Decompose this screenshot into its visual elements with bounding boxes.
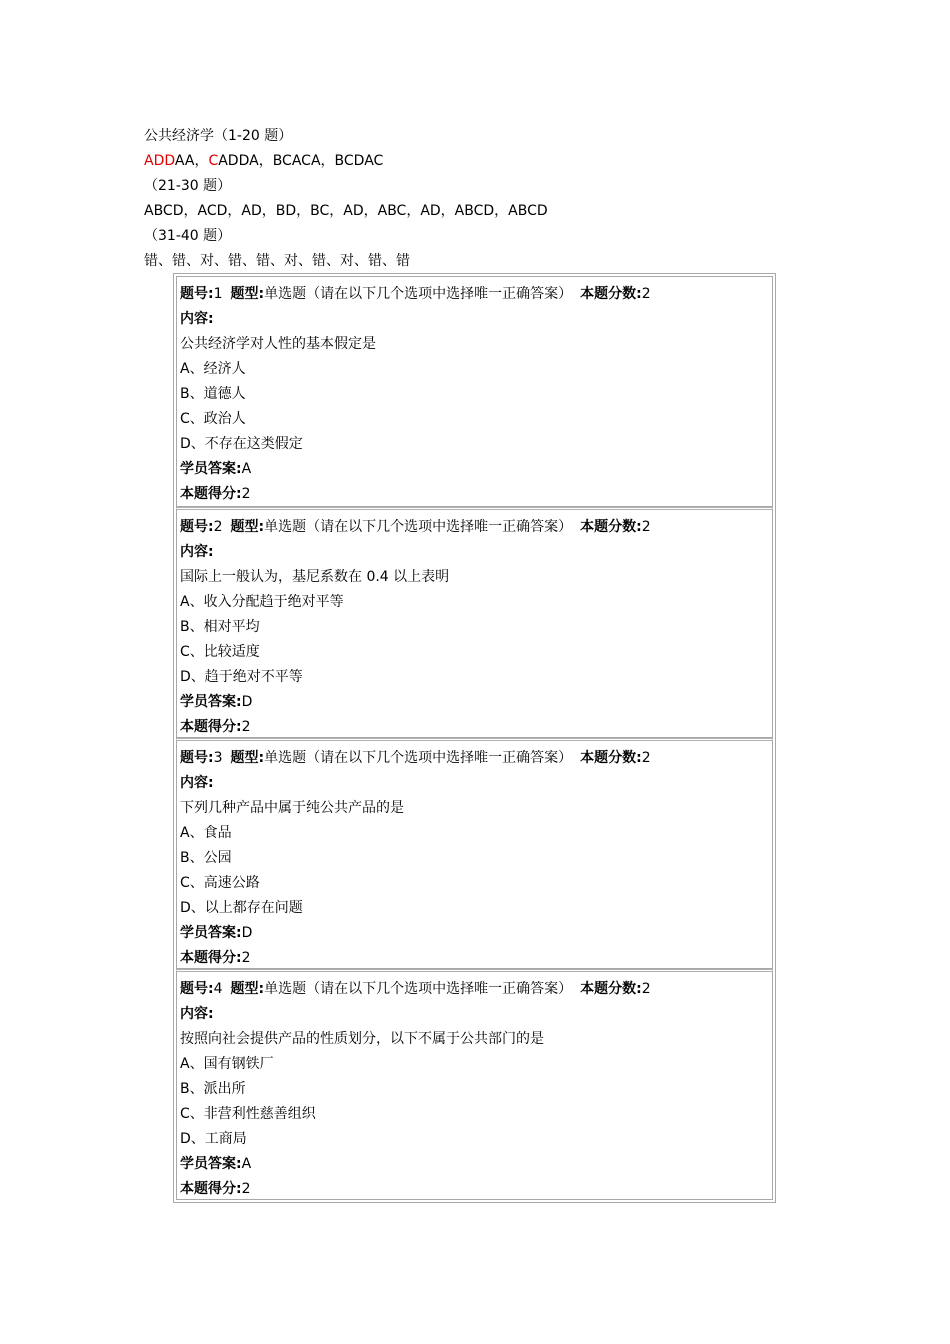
option-c: C、比较适度 bbox=[180, 644, 260, 660]
option-a: A、收入分配趋于绝对平等 bbox=[180, 594, 344, 610]
option-d: D、以上都存在问题 bbox=[180, 900, 303, 916]
label-qnum: 题号: bbox=[180, 981, 214, 997]
student-answer bbox=[180, 921, 772, 946]
section-title-31-40: （31-40 题） bbox=[144, 228, 232, 244]
content-label: 内容: bbox=[180, 1006, 214, 1022]
answer-value: A bbox=[241, 1156, 252, 1172]
question-header bbox=[180, 977, 772, 1002]
got-value: 2 bbox=[241, 950, 251, 966]
question-score: 2 bbox=[641, 286, 651, 302]
question-type: 单选题（请在以下几个选项中选择唯一正确答案） bbox=[264, 286, 573, 302]
question-text: 按照向社会提供产品的性质划分，以下不属于公共部门的是 bbox=[180, 1031, 544, 1047]
got-value: 2 bbox=[241, 486, 251, 502]
question-number: 4 bbox=[213, 981, 223, 997]
label-got: 本题得分: bbox=[180, 486, 242, 502]
label-got: 本题得分: bbox=[180, 1181, 242, 1197]
option-a: A、食品 bbox=[180, 825, 232, 841]
got-value: 2 bbox=[241, 1181, 251, 1197]
answer-key-header bbox=[144, 124, 548, 274]
label-answer: 学员答案: bbox=[180, 925, 242, 941]
option-a: A、国有钢铁厂 bbox=[180, 1056, 274, 1072]
option-a: A、经济人 bbox=[180, 361, 246, 377]
content-label: 内容: bbox=[180, 311, 214, 327]
questions-table bbox=[173, 273, 776, 1203]
question-got bbox=[180, 1177, 772, 1202]
label-answer: 学员答案: bbox=[180, 1156, 242, 1172]
question-text: 国际上一般认为，基尼系数在 0.4 以上表明 bbox=[180, 569, 450, 585]
question-header bbox=[180, 515, 772, 540]
option-c: C、高速公路 bbox=[180, 875, 260, 891]
question-score: 2 bbox=[641, 981, 651, 997]
content-label: 内容: bbox=[180, 544, 214, 560]
answer-value: A bbox=[241, 461, 252, 477]
option-d: D、趋于绝对不平等 bbox=[180, 669, 303, 685]
question-card bbox=[176, 738, 773, 969]
question-header bbox=[180, 282, 772, 307]
answers-21-30: ABCD，ACD，AD，BD，BC，AD，ABC，AD，ABCD，ABCD bbox=[144, 203, 548, 219]
section-title-1-20: 公共经济学（1-20 题） bbox=[144, 128, 293, 144]
question-got bbox=[180, 482, 772, 507]
section-title-21-30: （21-30 题） bbox=[144, 178, 232, 194]
label-qtype: 题型: bbox=[230, 981, 265, 997]
label-qtype: 题型: bbox=[230, 750, 265, 766]
question-card bbox=[176, 969, 773, 1200]
student-answer bbox=[180, 690, 772, 715]
label-answer: 学员答案: bbox=[180, 461, 242, 477]
highlight-red-1: ADD bbox=[144, 153, 175, 169]
question-score: 2 bbox=[641, 750, 651, 766]
student-answer bbox=[180, 457, 772, 482]
question-header bbox=[180, 746, 772, 771]
question-got bbox=[180, 946, 772, 971]
label-got: 本题得分: bbox=[180, 719, 242, 735]
question-number: 1 bbox=[213, 286, 223, 302]
label-answer: 学员答案: bbox=[180, 694, 242, 710]
label-qnum: 题号: bbox=[180, 519, 214, 535]
option-d: D、不存在这类假定 bbox=[180, 436, 303, 452]
label-qscore: 本题分数: bbox=[580, 286, 642, 302]
question-type: 单选题（请在以下几个选项中选择唯一正确答案） bbox=[264, 981, 573, 997]
label-qnum: 题号: bbox=[180, 750, 214, 766]
question-text: 公共经济学对人性的基本假定是 bbox=[180, 336, 376, 352]
answers-part-a: AA， bbox=[174, 153, 209, 169]
question-number: 3 bbox=[213, 750, 223, 766]
question-type: 单选题（请在以下几个选项中选择唯一正确答案） bbox=[264, 519, 573, 535]
answer-value: D bbox=[241, 925, 253, 941]
option-d: D、工商局 bbox=[180, 1131, 247, 1147]
option-c: C、政治人 bbox=[180, 411, 246, 427]
answers-31-40: 错、错、对、错、错、对、错、对、错、错 bbox=[144, 253, 410, 269]
question-got bbox=[180, 715, 772, 740]
option-b: B、相对平均 bbox=[180, 619, 260, 635]
label-qtype: 题型: bbox=[230, 519, 265, 535]
answer-value: D bbox=[241, 694, 253, 710]
student-answer bbox=[180, 1152, 772, 1177]
label-got: 本题得分: bbox=[180, 950, 242, 966]
question-card bbox=[176, 276, 773, 507]
question-type: 单选题（请在以下几个选项中选择唯一正确答案） bbox=[264, 750, 573, 766]
option-b: B、公园 bbox=[180, 850, 232, 866]
content-label: 内容: bbox=[180, 775, 214, 791]
option-b: B、派出所 bbox=[180, 1081, 246, 1097]
question-card bbox=[176, 507, 773, 738]
question-number: 2 bbox=[213, 519, 223, 535]
label-qscore: 本题分数: bbox=[580, 981, 642, 997]
option-b: B、道德人 bbox=[180, 386, 246, 402]
question-score: 2 bbox=[641, 519, 651, 535]
got-value: 2 bbox=[241, 719, 251, 735]
answers-part-b: ADDA，BCACA，BCDAC bbox=[218, 153, 384, 169]
question-text: 下列几种产品中属于纯公共产品的是 bbox=[180, 800, 404, 816]
label-qtype: 题型: bbox=[230, 286, 265, 302]
answers-1-20 bbox=[144, 149, 548, 174]
option-c: C、非营利性慈善组织 bbox=[180, 1106, 316, 1122]
highlight-red-2: C bbox=[208, 153, 219, 169]
label-qnum: 题号: bbox=[180, 286, 214, 302]
label-qscore: 本题分数: bbox=[580, 750, 642, 766]
label-qscore: 本题分数: bbox=[580, 519, 642, 535]
